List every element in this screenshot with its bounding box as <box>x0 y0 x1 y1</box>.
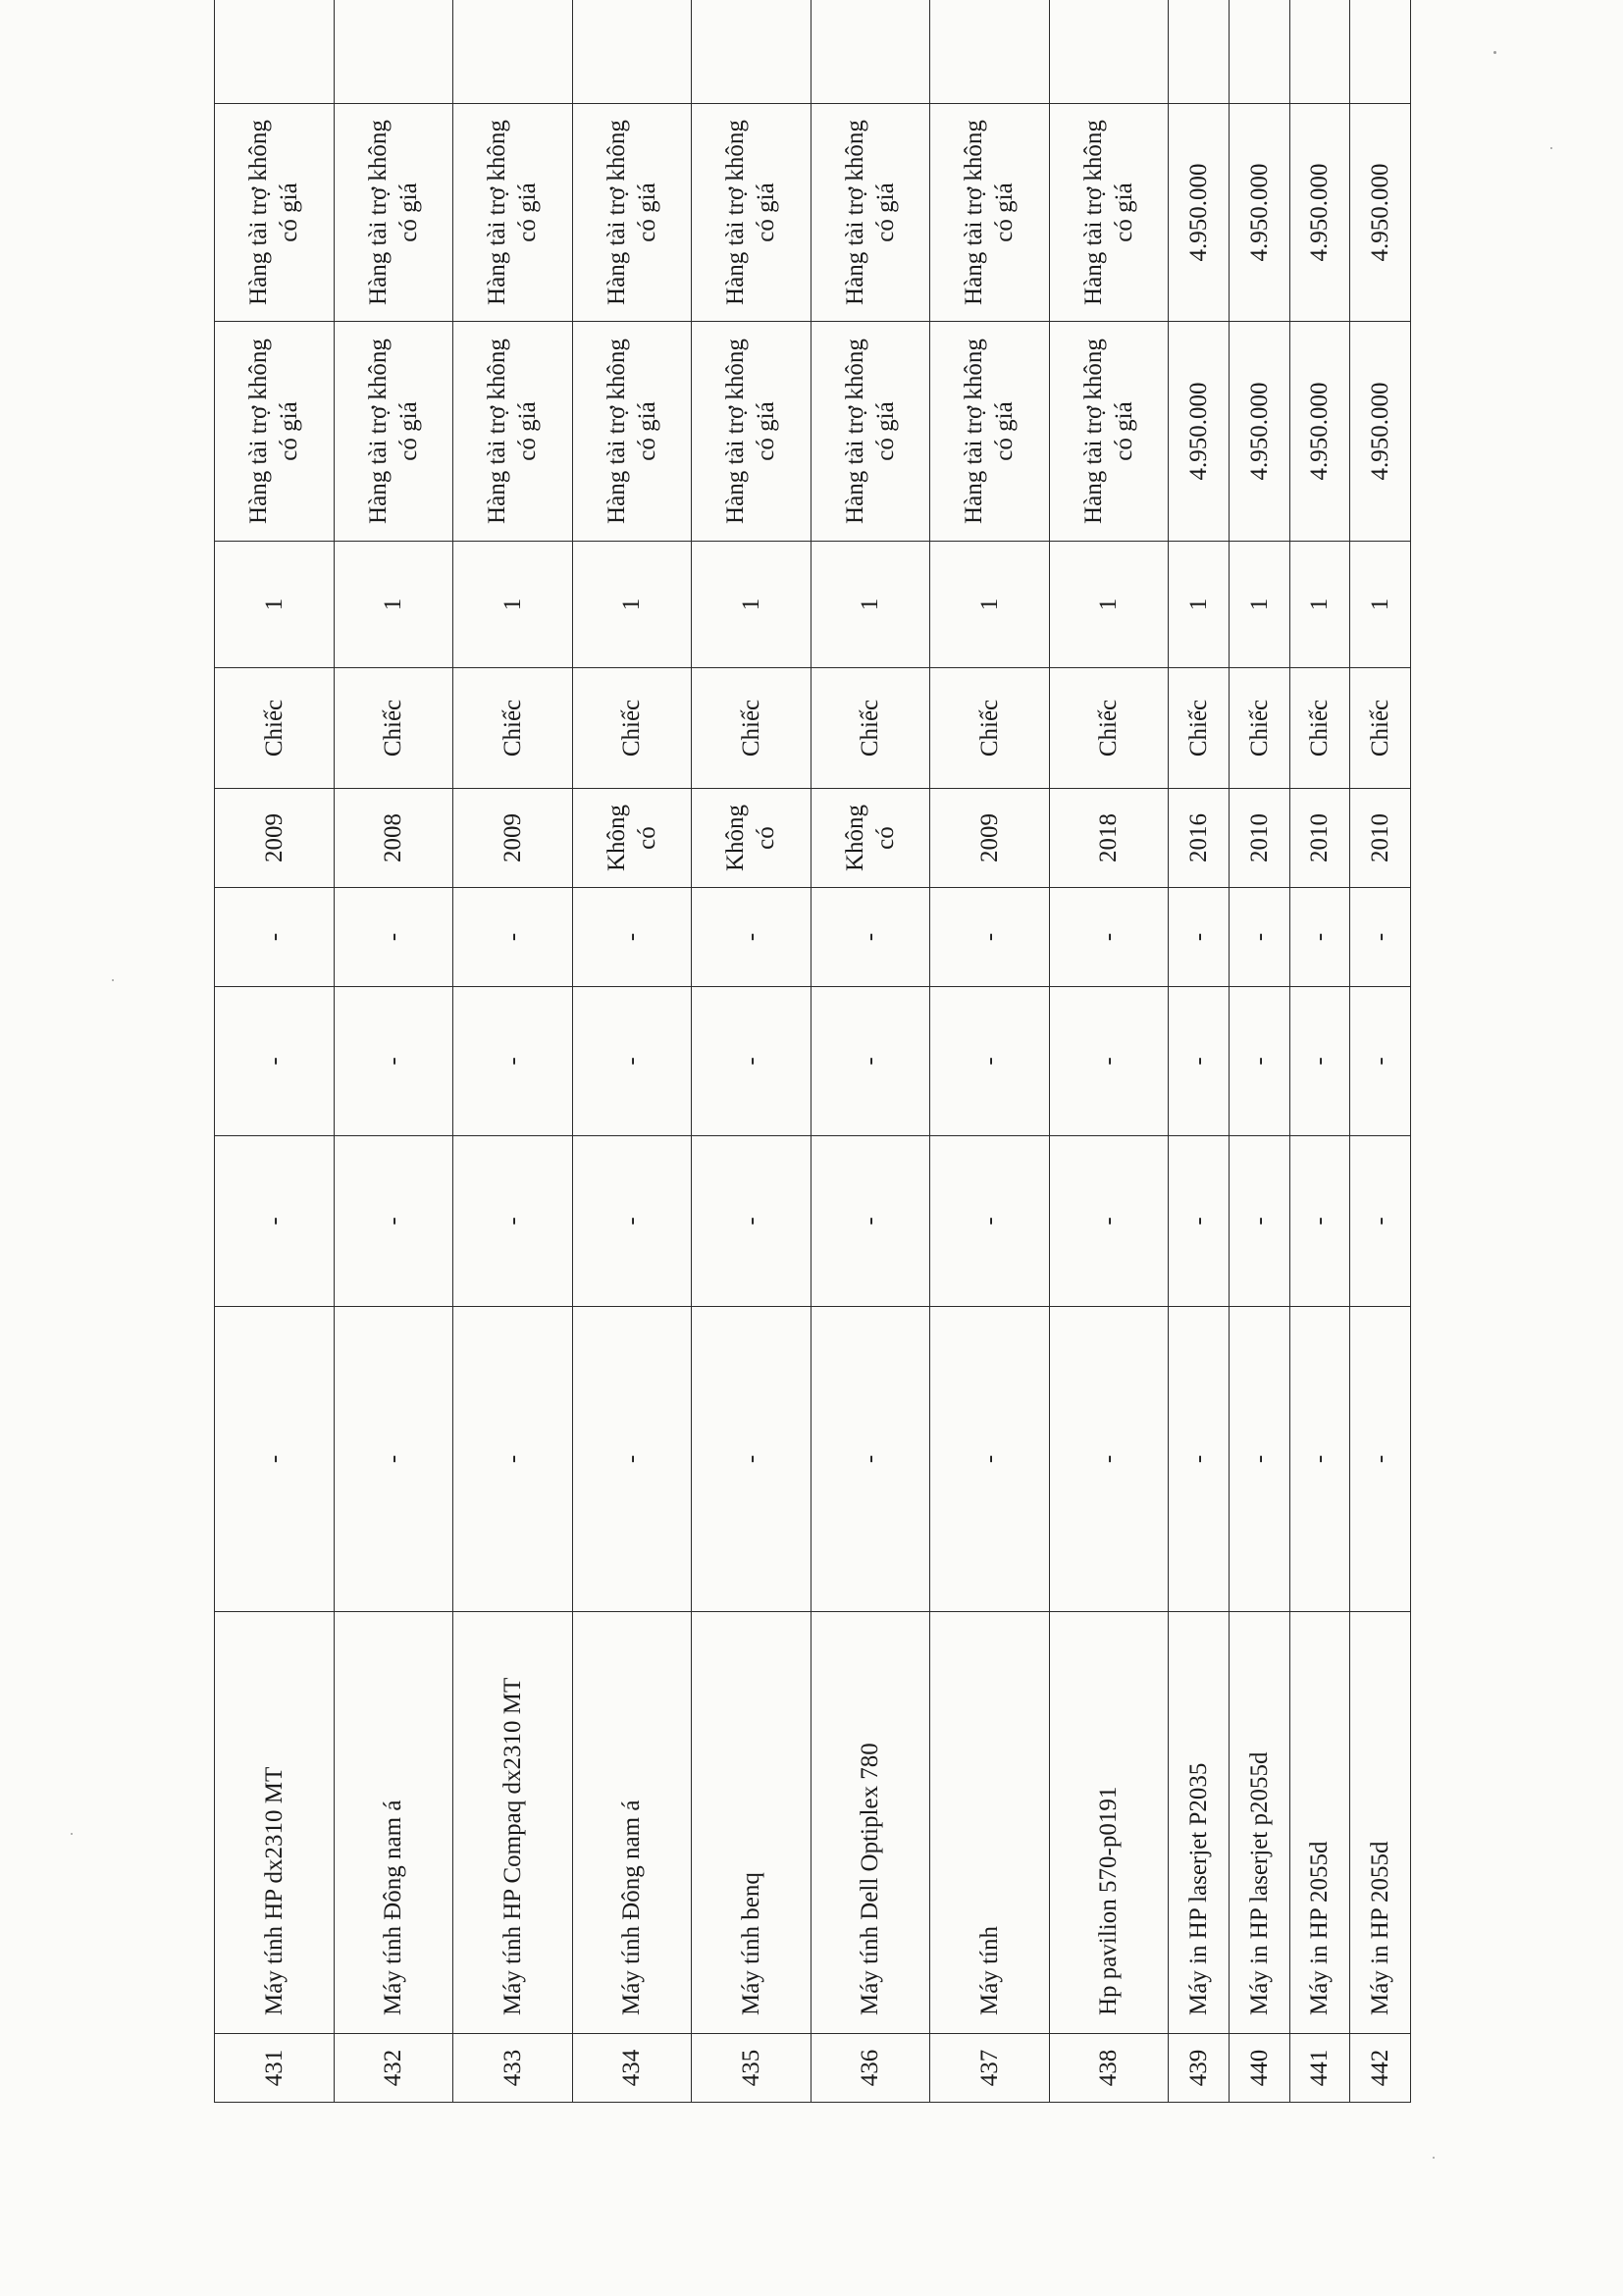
stt-cell: 436 <box>811 2034 930 2103</box>
unit-price-cell: Hàng tài trợ không có giá <box>930 322 1050 542</box>
table-row <box>334 0 453 2103</box>
asset-name-cell: Máy tính Dell Optiplex 780 <box>811 1612 930 2034</box>
stt-cell: 437 <box>930 2034 1050 2103</box>
quantity-cell: 1 <box>215 542 335 668</box>
total-value-cell: Hàng tài trợ không có giá <box>215 104 335 322</box>
table-row <box>1289 0 1350 2103</box>
quantity-cell: 1 <box>1049 542 1169 668</box>
unit-price-cell: 4.950.000 <box>1289 322 1350 542</box>
unit-cell: Chiếc <box>334 668 453 789</box>
blank-cell: - <box>692 1136 812 1307</box>
blank-cell: - <box>215 1136 335 1307</box>
note-cell <box>334 0 453 104</box>
note-cell <box>215 0 335 104</box>
blank-cell: - <box>1049 1307 1169 1612</box>
blank-cell: - <box>811 888 930 987</box>
unit-cell: Chiếc <box>453 668 573 789</box>
unit-price-cell: Hàng tài trợ không có giá <box>215 322 335 542</box>
quantity-cell: 1 <box>692 542 812 668</box>
unit-price-cell: Hàng tài trợ không có giá <box>572 322 692 542</box>
year-cell: 2009 <box>453 789 573 888</box>
quantity-cell: 1 <box>930 542 1050 668</box>
asset-name-cell: Máy in HP 2055d <box>1289 1612 1350 2034</box>
blank-cell: - <box>692 888 812 987</box>
table-row <box>572 0 692 2103</box>
blank-cell: - <box>1169 888 1230 987</box>
quantity-cell: 1 <box>1169 542 1230 668</box>
unit-cell: Chiếc <box>215 668 335 789</box>
note-cell <box>1350 0 1411 104</box>
blank-cell: - <box>215 888 335 987</box>
year-cell: 2009 <box>215 789 335 888</box>
blank-cell: - <box>1169 1307 1230 1612</box>
unit-price-cell: 4.950.000 <box>1229 322 1289 542</box>
blank-cell: - <box>930 987 1050 1136</box>
table-row <box>1229 0 1289 2103</box>
blank-cell: - <box>1229 1307 1289 1612</box>
blank-cell: - <box>572 1307 692 1612</box>
total-value-cell: 4.950.000 <box>1289 104 1350 322</box>
stt-cell: 433 <box>453 2034 573 2103</box>
asset-name-cell: Máy tính HP dx2310 MT <box>215 1612 335 2034</box>
stt-cell: 438 <box>1049 2034 1169 2103</box>
blank-cell: - <box>1049 987 1169 1136</box>
quantity-cell: 1 <box>453 542 573 668</box>
blank-cell: - <box>334 888 453 987</box>
unit-cell: Chiếc <box>1350 668 1411 789</box>
blank-cell: - <box>1350 987 1411 1136</box>
blank-cell: - <box>930 888 1050 987</box>
blank-cell: - <box>1049 888 1169 987</box>
note-cell <box>1229 0 1289 104</box>
table-row <box>1169 0 1230 2103</box>
blank-cell: - <box>215 987 335 1136</box>
blank-cell: - <box>334 987 453 1136</box>
stt-cell: 441 <box>1289 2034 1350 2103</box>
unit-cell: Chiếc <box>811 668 930 789</box>
quantity-cell: 1 <box>1229 542 1289 668</box>
stt-cell: 434 <box>572 2034 692 2103</box>
unit-cell: Chiếc <box>930 668 1050 789</box>
unit-price-cell: Hàng tài trợ không có giá <box>692 322 812 542</box>
blank-cell: - <box>1350 1307 1411 1612</box>
blank-cell: - <box>692 987 812 1136</box>
asset-name-cell: Máy in HP laserjet p2055d <box>1229 1612 1289 2034</box>
asset-name-cell: Máy in HP 2055d <box>1350 1612 1411 2034</box>
blank-cell: - <box>1350 1136 1411 1307</box>
total-value-cell: 4.950.000 <box>1229 104 1289 322</box>
blank-cell: - <box>1229 888 1289 987</box>
blank-cell: - <box>1289 1136 1350 1307</box>
table-row <box>692 0 812 2103</box>
total-value-cell: Hàng tài trợ không có giá <box>572 104 692 322</box>
year-cell: 2018 <box>1049 789 1169 888</box>
blank-cell: - <box>334 1136 453 1307</box>
table-row <box>215 0 335 2103</box>
stt-cell: 440 <box>1229 2034 1289 2103</box>
year-cell: Không có <box>692 789 812 888</box>
stt-cell: 442 <box>1350 2034 1411 2103</box>
quantity-cell: 1 <box>1289 542 1350 668</box>
year-cell: 2016 <box>1169 789 1230 888</box>
total-value-cell: Hàng tài trợ không có giá <box>334 104 453 322</box>
scan-speck <box>1433 2157 1435 2159</box>
table-row <box>453 0 573 2103</box>
unit-price-cell: 4.950.000 <box>1350 322 1411 542</box>
blank-cell: - <box>692 1307 812 1612</box>
blank-cell: - <box>572 888 692 987</box>
year-cell: 2010 <box>1350 789 1411 888</box>
scan-speck <box>1550 147 1552 149</box>
asset-name-cell: Máy in HP laserjet P2035 <box>1169 1612 1230 2034</box>
blank-cell: - <box>811 1307 930 1612</box>
blank-cell: - <box>930 1136 1050 1307</box>
blank-cell: - <box>334 1307 453 1612</box>
table-row <box>930 0 1050 2103</box>
stt-cell: 435 <box>692 2034 812 2103</box>
blank-cell: - <box>1350 888 1411 987</box>
unit-cell: Chiếc <box>572 668 692 789</box>
year-cell: Không có <box>811 789 930 888</box>
asset-name-cell: Máy tính Đông nam á <box>334 1612 453 2034</box>
blank-cell: - <box>572 1136 692 1307</box>
scan-speck <box>71 1833 73 1835</box>
unit-cell: Chiếc <box>1049 668 1169 789</box>
year-cell: 2010 <box>1289 789 1350 888</box>
rotated-page <box>214 56 1411 2103</box>
note-cell <box>811 0 930 104</box>
table-row <box>811 0 930 2103</box>
total-value-cell: Hàng tài trợ không có giá <box>692 104 812 322</box>
note-cell <box>1289 0 1350 104</box>
quantity-cell: 1 <box>1350 542 1411 668</box>
blank-cell: - <box>811 1136 930 1307</box>
quantity-cell: 1 <box>572 542 692 668</box>
blank-cell: - <box>453 987 573 1136</box>
note-cell <box>1169 0 1230 104</box>
total-value-cell: 4.950.000 <box>1169 104 1230 322</box>
asset-name-cell: Máy tính <box>930 1612 1050 2034</box>
table-body <box>215 0 1411 2103</box>
asset-table <box>214 0 1411 2103</box>
blank-cell: - <box>1289 1307 1350 1612</box>
unit-price-cell: Hàng tài trợ không có giá <box>453 322 573 542</box>
year-cell: 2009 <box>930 789 1050 888</box>
blank-cell: - <box>453 1307 573 1612</box>
stt-cell: 431 <box>215 2034 335 2103</box>
stt-cell: 432 <box>334 2034 453 2103</box>
note-cell <box>572 0 692 104</box>
unit-cell: Chiếc <box>1169 668 1230 789</box>
note-cell <box>930 0 1050 104</box>
total-value-cell: Hàng tài trợ không có giá <box>1049 104 1169 322</box>
asset-name-cell: Máy tính HP Compaq dx2310 MT <box>453 1612 573 2034</box>
blank-cell: - <box>811 987 930 1136</box>
table-row <box>1049 0 1169 2103</box>
quantity-cell: 1 <box>334 542 453 668</box>
scan-speck <box>1493 51 1496 54</box>
blank-cell: - <box>1169 987 1230 1136</box>
unit-price-cell: Hàng tài trợ không có giá <box>1049 322 1169 542</box>
year-cell: 2010 <box>1229 789 1289 888</box>
unit-cell: Chiếc <box>1289 668 1350 789</box>
blank-cell: - <box>453 1136 573 1307</box>
total-value-cell: 4.950.000 <box>1350 104 1411 322</box>
unit-cell: Chiếc <box>692 668 812 789</box>
total-value-cell: Hàng tài trợ không có giá <box>930 104 1050 322</box>
blank-cell: - <box>1169 1136 1230 1307</box>
stt-cell: 439 <box>1169 2034 1230 2103</box>
scan-speck <box>112 979 114 981</box>
blank-cell: - <box>1229 987 1289 1136</box>
blank-cell: - <box>1049 1136 1169 1307</box>
unit-price-cell: Hàng tài trợ không có giá <box>334 322 453 542</box>
blank-cell: - <box>930 1307 1050 1612</box>
year-cell: 2008 <box>334 789 453 888</box>
asset-name-cell: Máy tính Đông nam á <box>572 1612 692 2034</box>
note-cell <box>692 0 812 104</box>
unit-price-cell: 4.950.000 <box>1169 322 1230 542</box>
note-cell <box>453 0 573 104</box>
blank-cell: - <box>572 987 692 1136</box>
unit-cell: Chiếc <box>1229 668 1289 789</box>
blank-cell: - <box>1289 888 1350 987</box>
unit-price-cell: Hàng tài trợ không có giá <box>811 322 930 542</box>
total-value-cell: Hàng tài trợ không có giá <box>811 104 930 322</box>
blank-cell: - <box>1229 1136 1289 1307</box>
asset-name-cell: Hp pavilion 570-p0191 <box>1049 1612 1169 2034</box>
total-value-cell: Hàng tài trợ không có giá <box>453 104 573 322</box>
blank-cell: - <box>1289 987 1350 1136</box>
blank-cell: - <box>215 1307 335 1612</box>
year-cell: Không có <box>572 789 692 888</box>
asset-name-cell: Máy tính benq <box>692 1612 812 2034</box>
table-row <box>1350 0 1411 2103</box>
blank-cell: - <box>453 888 573 987</box>
note-cell <box>1049 0 1169 104</box>
quantity-cell: 1 <box>811 542 930 668</box>
